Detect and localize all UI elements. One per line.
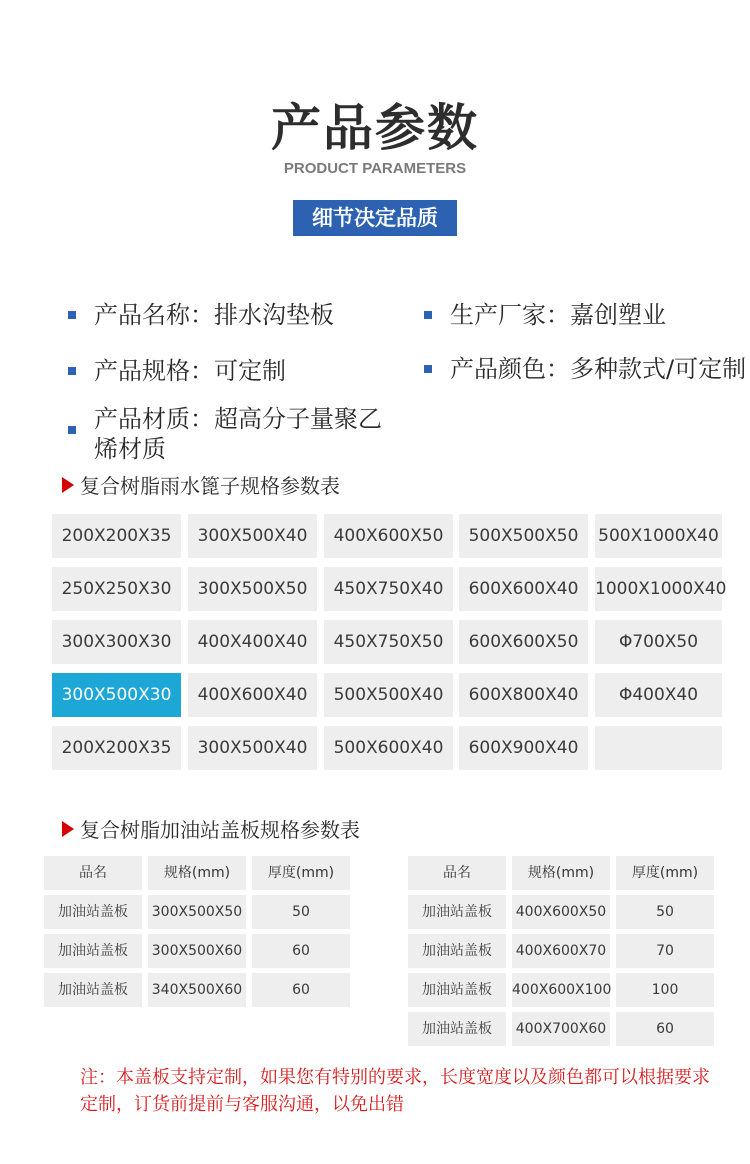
table-cell: 50 [616, 895, 714, 929]
attr-value: 排水沟垫板 [214, 301, 334, 329]
bullet-icon [68, 311, 76, 319]
grate-spec-grid [52, 514, 750, 770]
table-cell: 加油站盖板 [408, 973, 506, 1007]
bullet-icon [424, 311, 432, 319]
table-cell: 400X600X100 [512, 973, 610, 1007]
page-subtitle: PRODUCT PARAMETERS [283, 160, 467, 177]
table-cell: 340X500X60 [148, 973, 246, 1007]
table-cell: 加油站盖板 [408, 934, 506, 968]
attr-label: 产品材质： [94, 405, 214, 433]
spec-cell: 450X750X50 [324, 620, 453, 664]
table-cell: 300X500X50 [148, 895, 246, 929]
spec-cell: Φ400X40 [595, 673, 722, 717]
spec-cell-empty [595, 726, 722, 770]
quality-banner: 细节决定品质 [293, 200, 457, 236]
spec-cell: 500X600X40 [324, 726, 453, 770]
spec-cell: 600X900X40 [459, 726, 588, 770]
attr-product-color [424, 354, 746, 384]
spec-cell: 600X600X40 [459, 567, 588, 611]
spec-cell-selected: 300X500X30 [52, 673, 181, 717]
table-cell: 400X600X70 [512, 934, 610, 968]
cover-table-right [408, 856, 716, 1048]
attr-manufacturer [424, 300, 666, 330]
triangle-icon [62, 821, 74, 837]
spec-cell: 200X200X35 [52, 514, 181, 558]
attr-value: 多种款式/可定制 [570, 355, 747, 383]
table-header-cell: 厚度(mm) [252, 856, 350, 890]
spec-cell: Φ700X50 [595, 620, 722, 664]
grate-section-title-text: 复合树脂雨水篦子规格参数表 [80, 474, 340, 498]
attr-product-name [68, 300, 334, 330]
spec-cell: 300X500X40 [188, 514, 317, 558]
spec-cell: 500X1000X40 [595, 514, 722, 558]
bullet-icon [68, 367, 76, 375]
table-header-cell: 规格(mm) [148, 856, 246, 890]
table-header-cell: 品名 [408, 856, 506, 890]
spec-cell: 400X400X40 [188, 620, 317, 664]
cover-section-title [62, 814, 360, 843]
cover-section-title-text: 复合树脂加油站盖板规格参数表 [80, 818, 360, 842]
attr-value: 超高分子量聚乙烯材质 [94, 405, 382, 463]
spec-cell: 300X300X30 [52, 620, 181, 664]
table-header-cell: 规格(mm) [512, 856, 610, 890]
attr-label: 产品颜色： [450, 355, 570, 383]
cover-table-left [44, 856, 352, 1012]
spec-cell: 1000X1000X40 [595, 567, 722, 611]
table-cell: 60 [252, 934, 350, 968]
table-cell: 50 [252, 895, 350, 929]
page-title: 产品参数 [271, 99, 479, 157]
attr-value: 可定制 [214, 357, 286, 385]
table-cell: 加油站盖板 [408, 1012, 506, 1046]
table-header-cell: 厚度(mm) [616, 856, 714, 890]
spec-cell: 250X250X30 [52, 567, 181, 611]
table-cell: 400X700X60 [512, 1012, 610, 1046]
table-header-cell: 品名 [44, 856, 142, 890]
spec-cell: 600X600X50 [459, 620, 588, 664]
attr-label: 产品规格： [94, 357, 214, 385]
attr-label: 产品名称： [94, 301, 214, 329]
bullet-icon [68, 426, 76, 434]
grate-section-title [62, 470, 340, 499]
attr-label: 生产厂家： [450, 301, 570, 329]
spec-cell: 400X600X40 [188, 673, 317, 717]
triangle-icon [62, 477, 74, 493]
bullet-icon [424, 365, 432, 373]
attr-value: 嘉创塑业 [570, 301, 666, 329]
custom-note: 注：本盖板支持定制，如果您有特别的要求，长度宽度以及颜色都可以根据要求定制，订货前提前与客服沟通，以免出错 [80, 1067, 710, 1115]
table-cell: 70 [616, 934, 714, 968]
table-cell: 加油站盖板 [44, 934, 142, 968]
spec-cell: 500X500X50 [459, 514, 588, 558]
spec-cell: 500X500X40 [324, 673, 453, 717]
table-cell: 100 [616, 973, 714, 1007]
table-cell: 加油站盖板 [44, 895, 142, 929]
table-cell: 60 [252, 973, 350, 1007]
spec-cell: 300X500X50 [188, 567, 317, 611]
attr-product-material [68, 404, 408, 464]
table-cell: 加油站盖板 [408, 895, 506, 929]
spec-cell: 400X600X50 [324, 514, 453, 558]
table-cell: 加油站盖板 [44, 973, 142, 1007]
spec-cell: 450X750X40 [324, 567, 453, 611]
spec-cell: 600X800X40 [459, 673, 588, 717]
table-cell: 60 [616, 1012, 714, 1046]
table-cell: 400X600X50 [512, 895, 610, 929]
spec-cell: 200X200X35 [52, 726, 181, 770]
table-cell: 300X500X60 [148, 934, 246, 968]
spec-cell: 300X500X40 [188, 726, 317, 770]
attr-product-spec [68, 356, 286, 386]
